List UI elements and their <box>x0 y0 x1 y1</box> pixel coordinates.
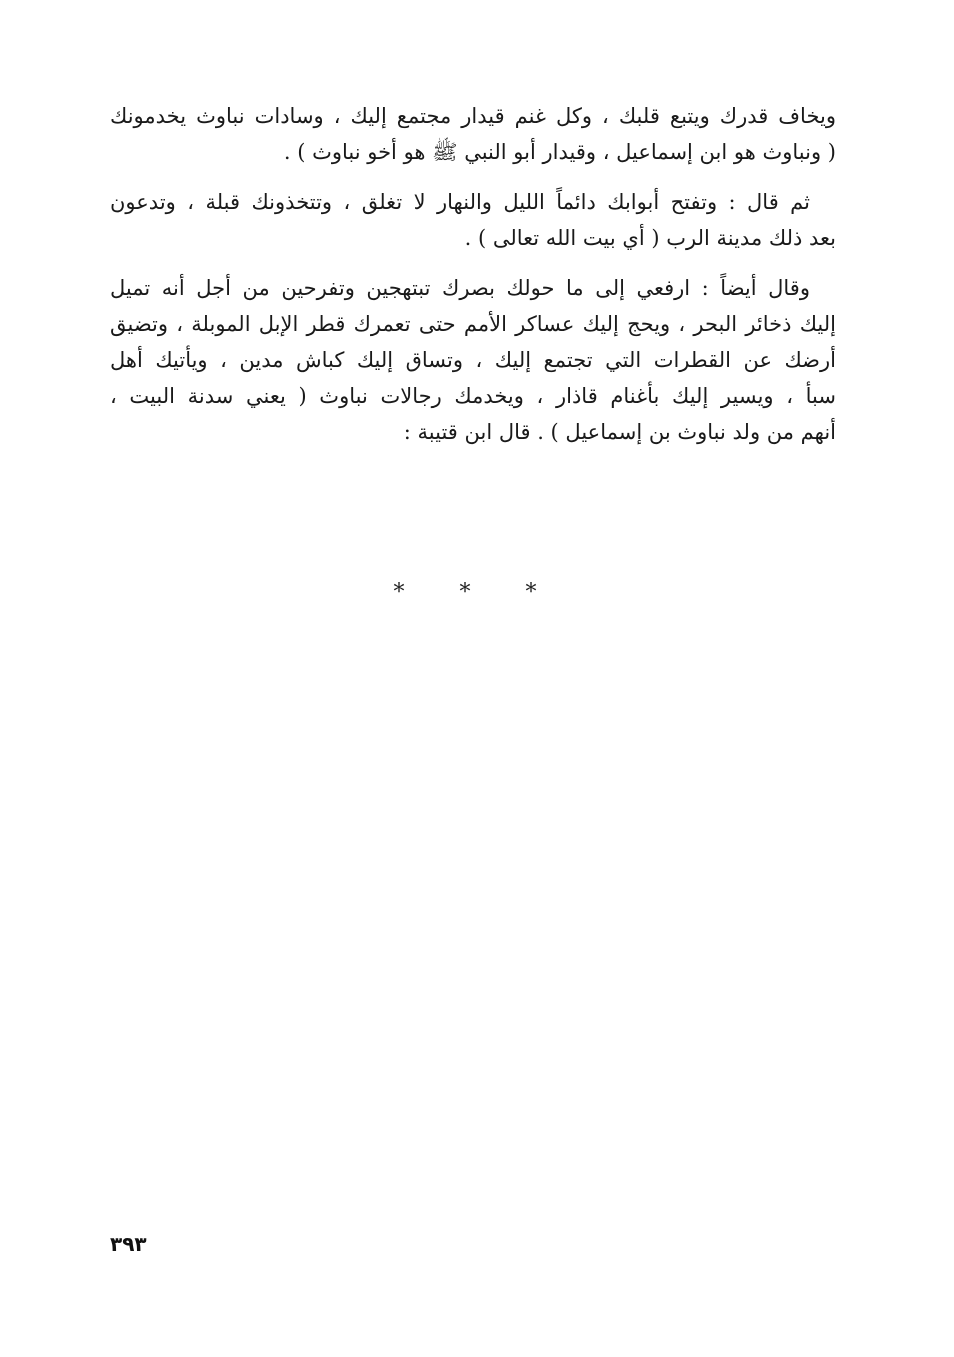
text-line: أرضك عن القطرات التي تجتمع إليك ، وتساق إليك كباش مدين ، ويأتيك أهل <box>110 348 836 372</box>
section-separator: * * * <box>393 580 561 605</box>
text-line: ويخاف قدرك ويتبع قلبك ، وكل غنم قيدار مجتمع إليك ، وسادات نباوث يخدمونك <box>110 104 836 128</box>
paragraph-spacer <box>110 170 836 184</box>
paragraph-2 <box>110 184 836 256</box>
text-line: ثم قال : وتفتح أبوابك دائماً الليل والنهار لا تغلق ، وتتخذونك قبلة ، وتدعون <box>110 190 810 214</box>
paragraph-1 <box>110 98 836 170</box>
text-line: سبأ ، ويسير إليك بأغنام قاذار ، ويخدمك رجالات نباوث ( يعني سدنة البيت ، <box>110 384 836 408</box>
text-line: أنهم من ولد نباوث بن إسماعيل ) . قال ابن قتيبة : <box>403 420 836 444</box>
paragraph-3 <box>110 270 836 450</box>
text-line: إليك ذخائر البحر ، ويحج إليك عساكر الأمم حتى تعمرك قطر الإبل الموبلة ، وتضيق <box>110 312 836 336</box>
text-line: بعد ذلك مدينة الرب ( أي بيت الله تعالى ) . <box>464 226 836 250</box>
text-line: ( ونباوث هو ابن إسماعيل ، وقيدار أبو النبي ﷺ هو أخو نباوث ) . <box>283 140 836 164</box>
paragraph-spacer <box>110 256 836 270</box>
body-text <box>110 98 836 450</box>
text-line: وقال أيضاً : ارفعي إلى ما حولك بصرك تبتهجين وتفرحين من أجل أنه تميل <box>110 276 810 300</box>
page-number: ٣٩٣ <box>110 1232 147 1256</box>
